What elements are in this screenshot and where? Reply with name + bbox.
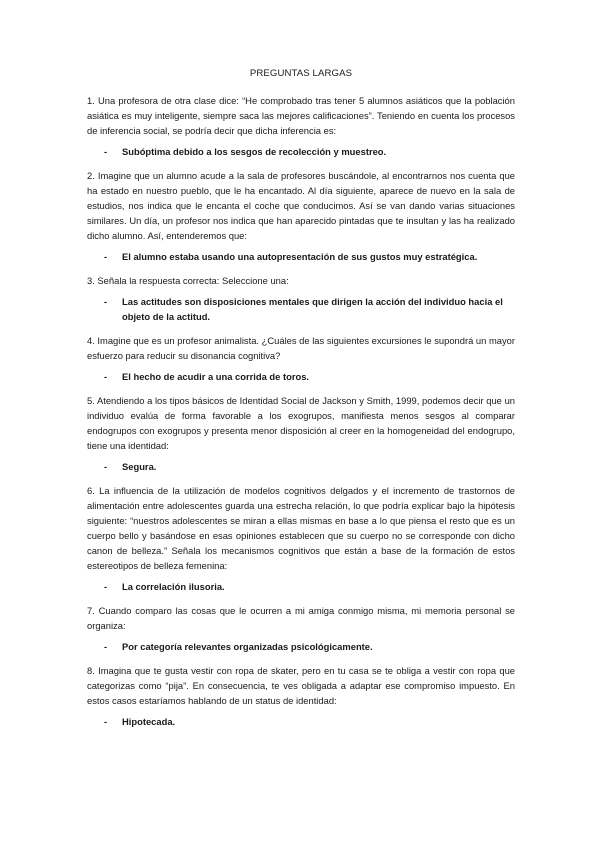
question-text: 8. Imagina que te gusta vestir con ropa de skater, pero en tu casa se te obliga a vestir con ropa que categorizas como “pija”. En consecuencia, te ves obligada a adaptar ese compromiso impuesto. En estos casos estaríamos hablando de un status de identidad: — [87, 665, 515, 706]
answer-item — [87, 579, 515, 594]
dash-bullet: - — [104, 251, 108, 262]
question-text: 4. Imagine que es un profesor animalista. ¿Cuáles de las siguientes excursiones le supondrá un mayor esfuerzo para reducir su disonancia cognitiva? — [87, 335, 515, 361]
answer-text: Segura. — [122, 461, 157, 472]
question-text: 1. Una profesora de otra clase dice: “He comprobado tras tener 5 alumnos asiáticos que la población asiática es muy inteligente, siempre saca las mejores calificaciones”. Teniendo en cuenta los procesos de inferencia social, se podría decir que dicha inferencia es: — [87, 95, 515, 136]
question-block-8 — [87, 663, 515, 729]
answer-item — [87, 459, 515, 474]
question-block-3 — [87, 273, 515, 324]
answer-item — [87, 369, 515, 384]
question-block-1 — [87, 93, 515, 159]
dash-bullet: - — [104, 581, 108, 592]
question-block-2 — [87, 168, 515, 264]
question-block-4 — [87, 333, 515, 384]
question-text: 3. Señala la respuesta correcta: Seleccione una: — [87, 275, 289, 286]
answer-text: Subóptima debido a los sesgos de recolección y muestreo. — [122, 146, 387, 157]
dash-bullet: - — [104, 371, 108, 382]
page-title: PREGUNTAS LARGAS — [249, 68, 353, 79]
question-block-6 — [87, 483, 515, 594]
answer-item — [87, 294, 515, 324]
dash-bullet: - — [104, 641, 108, 652]
answer-text: El hecho de acudir a una corrida de toros. — [122, 371, 310, 382]
answer-text: Las actitudes son disposiciones mentales que dirigen la acción del individuo hacia el objeto de la actitud. — [122, 296, 503, 322]
answer-item — [87, 714, 515, 729]
document-page — [87, 68, 515, 738]
question-block-5 — [87, 393, 515, 474]
answer-item — [87, 144, 515, 159]
dash-bullet: - — [104, 296, 108, 307]
dash-bullet: - — [104, 461, 108, 472]
dash-bullet: - — [104, 716, 108, 727]
answer-text: El alumno estaba usando una autopresentación de sus gustos muy estratégica. — [122, 251, 478, 262]
answer-text: La correlación ilusoria. — [122, 581, 225, 592]
answer-text: Por categoría relevantes organizadas psicológicamente. — [122, 641, 373, 652]
answer-item — [87, 249, 515, 264]
question-text: 6. La influencia de la utilización de modelos cognitivos delgados y el incremento de trastornos de alimentación entre adolescentes guarda una estrecha relación, lo que podría explicar bajo la hipótesis siguiente: “nuestros adolescentes se miran a ellas mismas en base a lo que piensa el resto que es un cuerpo bello y basándose en esas opiniones establecen que su cuerpo no se corresponde con dicho canon de belleza.” Señala los mecanismos cognitivos que están a base de la formación de estos estereotipos de belleza femenina: — [87, 485, 515, 571]
question-text: 7. Cuando comparo las cosas que le ocurren a mi amiga conmigo misma, mi memoria personal se organiza: — [87, 605, 515, 631]
answer-item — [87, 639, 515, 654]
question-text: 2. Imagine que un alumno acude a la sala de profesores buscándole, al encontrarnos nos cuenta que ha estado en nuestro pueblo, que le ha encantado. Al día siguiente, aparece de nuevo en la sala de estudios, nos indica que le encanta el coche que conducimos. Así se van dando varias situaciones similares. Un día, un profesor nos indica que han aparecido pintadas que te insultan y las ha realizado dicho alumno. Así, entenderemos que: — [87, 170, 515, 241]
question-block-7 — [87, 603, 515, 654]
question-text: 5. Atendiendo a los tipos básicos de Identidad Social de Jackson y Smith, 1999, podemos decir que un individuo evalúa de forma favorable a los exogrupos, manifiesta menos sesgos al comparar endogrupos con exogrupos y presenta menor disposición al creer en la homogeneidad del endogrupo, tiene una identidad: — [87, 395, 515, 451]
dash-bullet: - — [104, 146, 108, 157]
answer-text: Hipotecada. — [122, 716, 176, 727]
